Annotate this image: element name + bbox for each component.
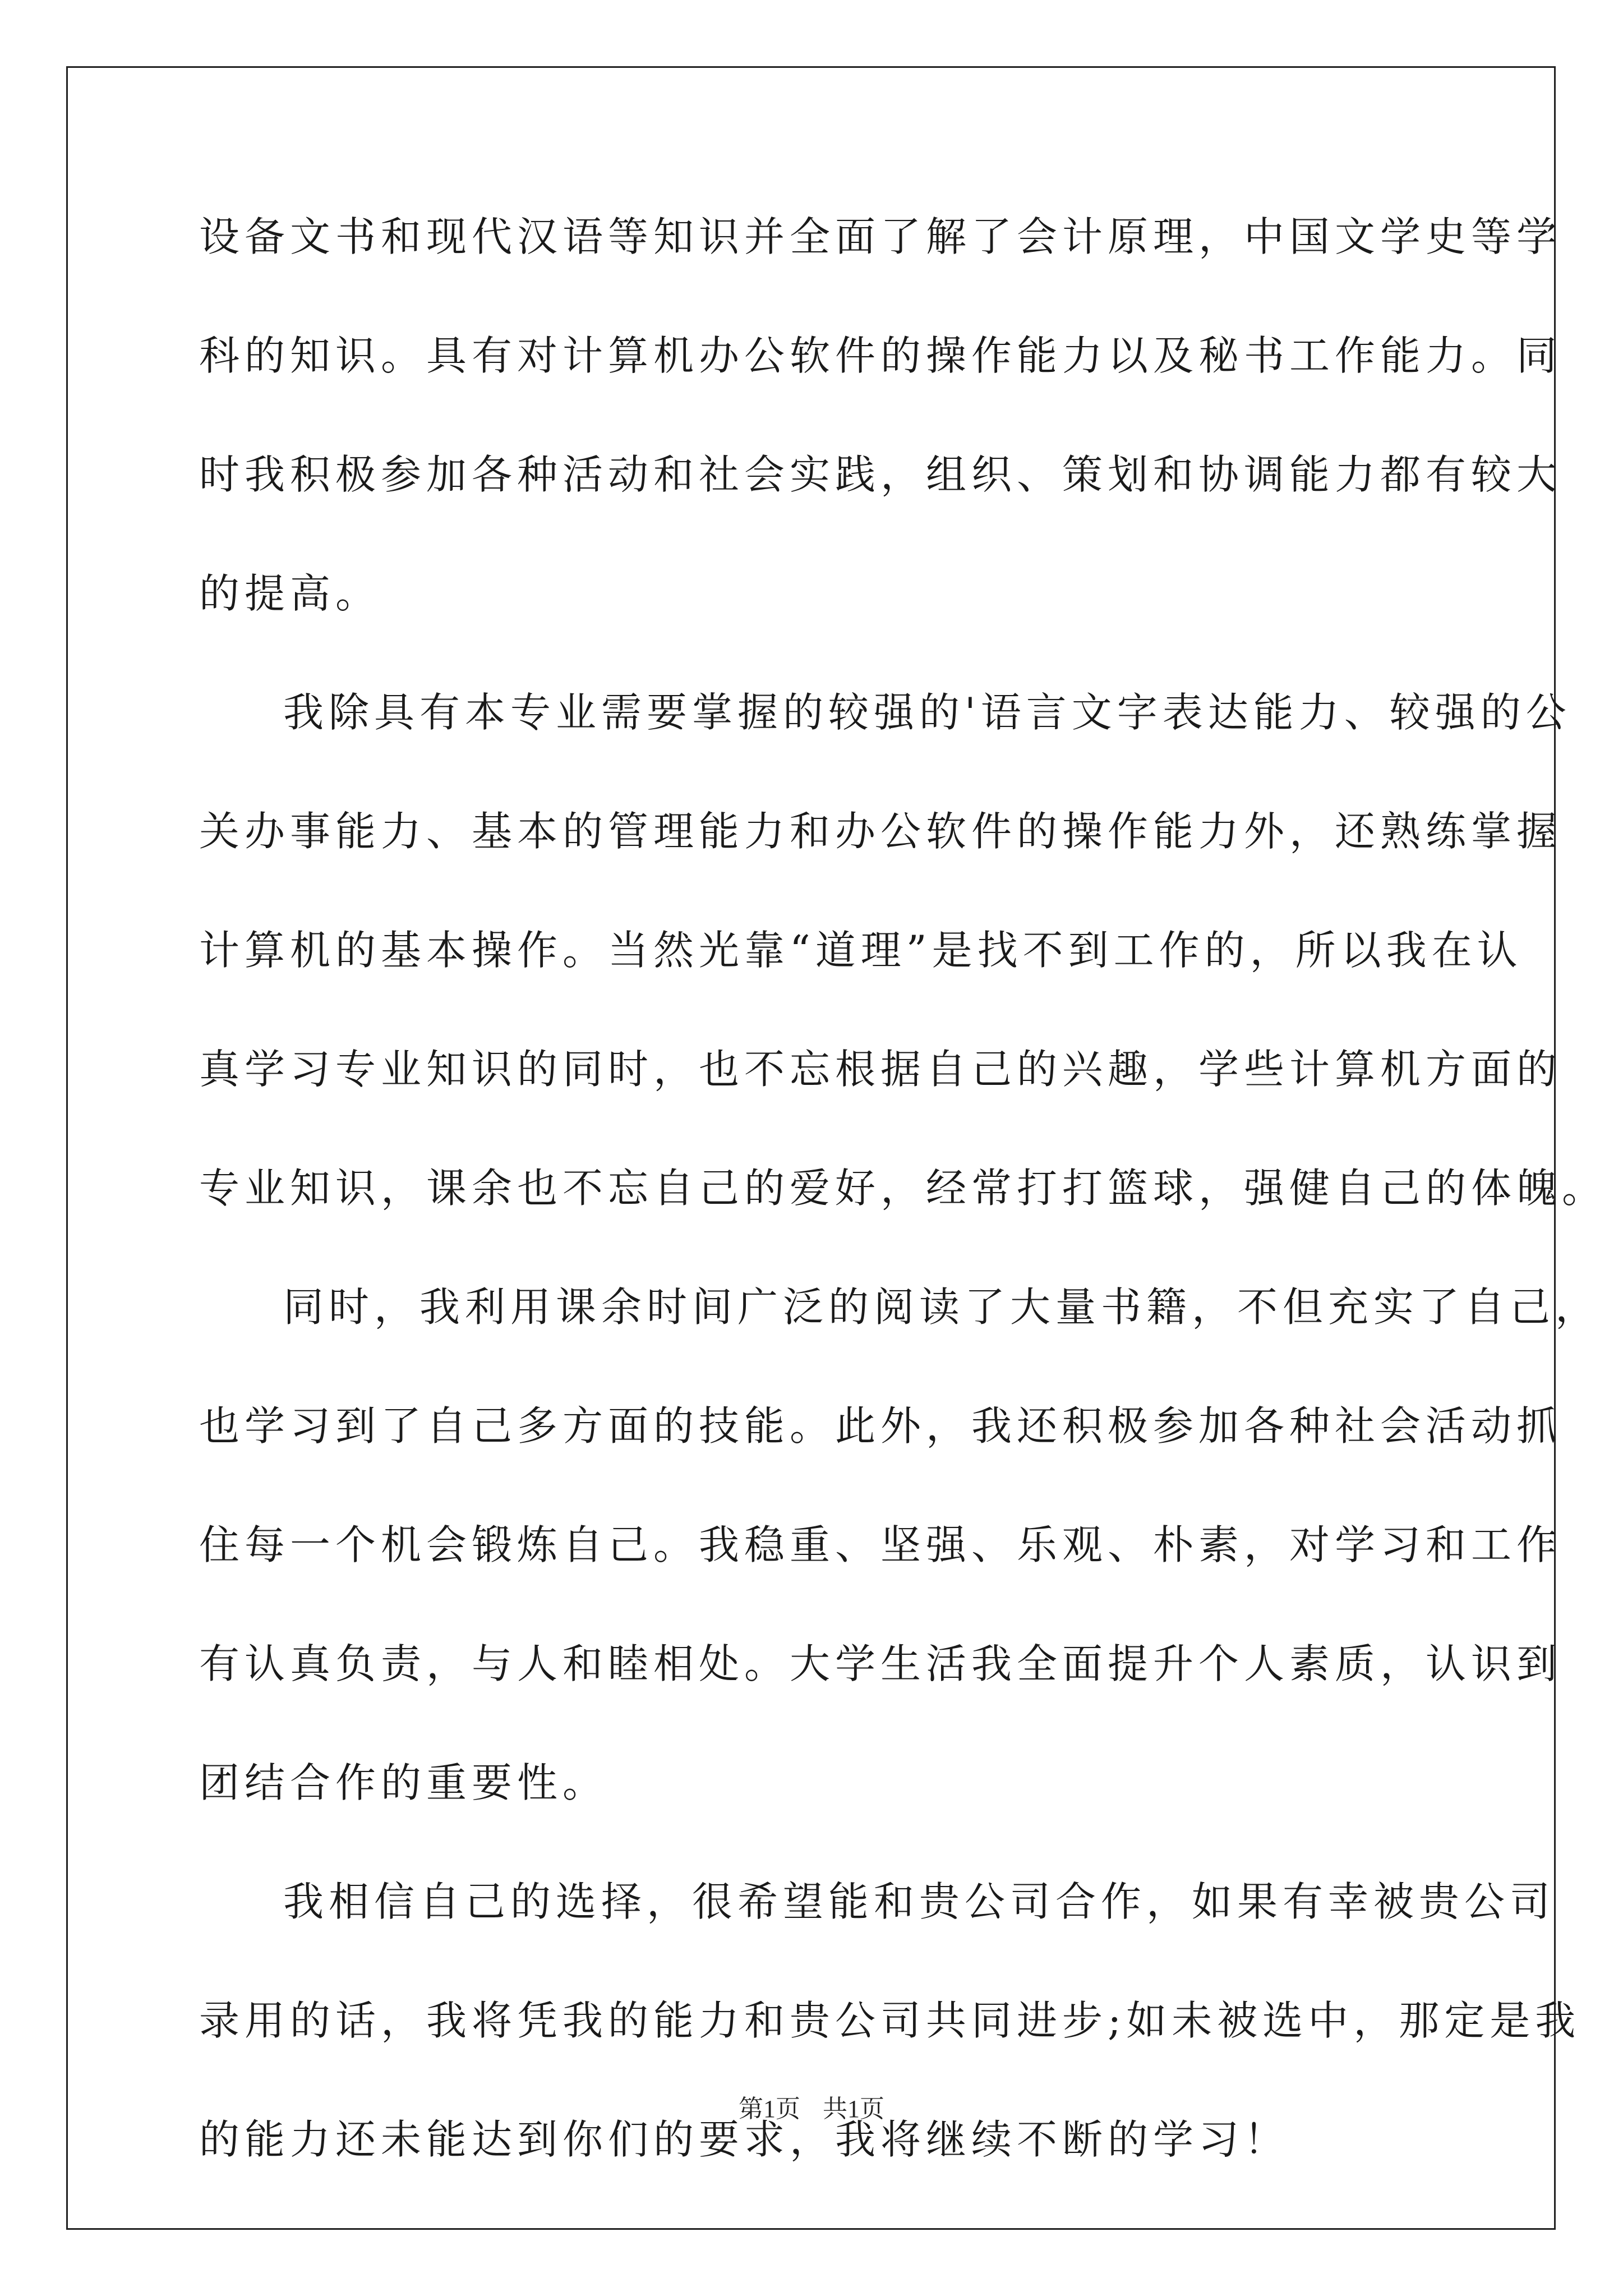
text-line: 真学习专业知识的同时，也不忘根据自己的兴趣，学些计算机方面的	[199, 1046, 1562, 1093]
text-line: 住每一个机会锻炼自己。我稳重、坚强、乐观、朴素，对学习和工作	[199, 1521, 1562, 1568]
page-footer	[0, 2092, 1623, 2126]
text-line: 时我积极参加各种活动和社会实践，组织、策划和协调能力都有较大	[199, 451, 1562, 498]
text-line: 科的知识。具有对计算机办公软件的操作能力以及秘书工作能力。同	[199, 332, 1562, 379]
text-line: 设备文书和现代汉语等知识并全面了解了会计原理，中国文学史等学	[199, 213, 1562, 260]
paragraph-start-line: 我相信自己的选择，很希望能和贵公司合作，如果有幸被贵公司	[283, 1878, 1556, 1925]
text-line: 也学习到了自己多方面的技能。此外，我还积极参加各种社会活动抓	[199, 1402, 1562, 1450]
text-line: 专业知识，课余也不忘自己的爱好，经常打打篮球，强健自己的体魄。	[199, 1165, 1608, 1212]
text-line: 的提高。	[199, 570, 381, 617]
paragraph-start-line: 我除具有本专业需要掌握的较强的'语言文字表达能力、较强的公	[283, 689, 1571, 736]
text-line: 计算机的基本操作。当然光靠“道理”是找不到工作的，所以我在认	[199, 927, 1523, 974]
page-total: 共1页	[823, 2095, 884, 2123]
page-number: 第1页	[739, 2095, 800, 2123]
text-line: 录用的话，我将凭我的能力和贵公司共同进步;如未被选中，那定是我	[199, 1997, 1581, 2044]
document-body	[199, 203, 1608, 2225]
paragraph-start-line: 同时，我利用课余时间广泛的阅读了大量书籍，不但充实了自己，	[283, 1283, 1601, 1331]
text-line: 团结合作的重要性。	[199, 1759, 608, 1806]
text-line: 关办事能力、基本的管理能力和办公软件的操作能力外，还熟练掌握	[199, 808, 1562, 855]
text-line: 的能力还未能达到你们的要求，我将继续不断的学习！	[199, 2116, 1290, 2163]
text-line: 有认真负责，与人和睦相处。大学生活我全面提升个人素质，认识到	[199, 1640, 1562, 1687]
